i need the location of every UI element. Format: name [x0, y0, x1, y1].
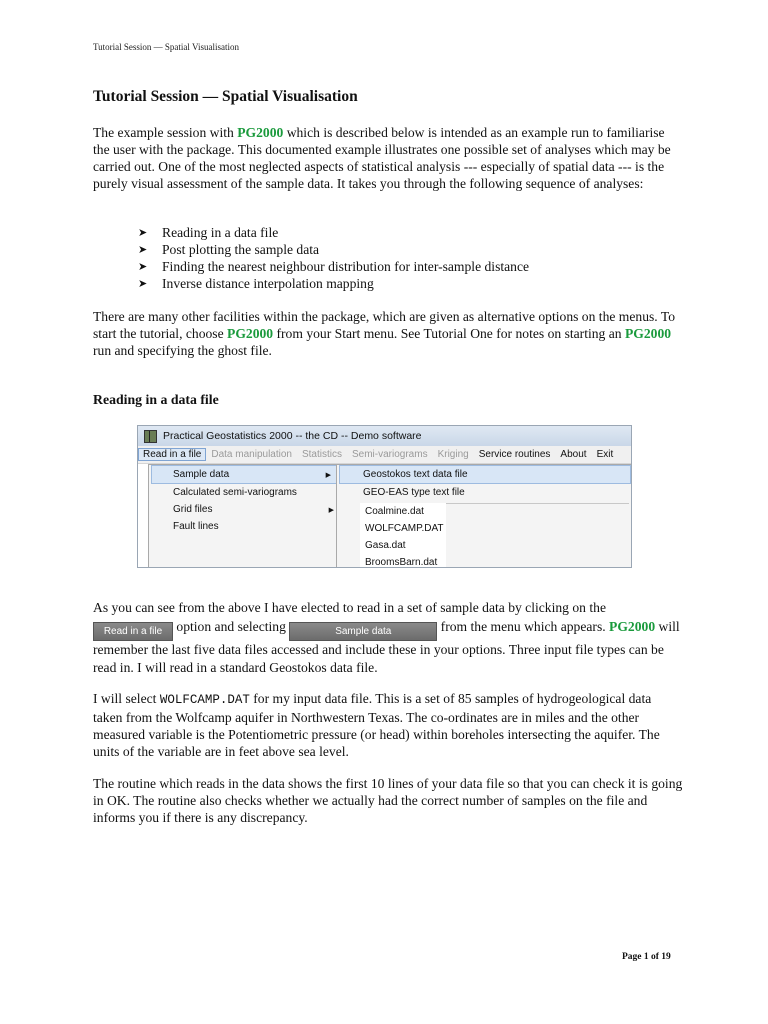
- para3-text-b: option and selecting: [173, 618, 290, 634]
- arrow-bullet-icon: ➤: [138, 226, 148, 239]
- menu-read-in-a-file[interactable]: Read in a file: [138, 448, 206, 461]
- menu-item-grid-files[interactable]: [149, 501, 340, 518]
- paragraph-selection: [93, 599, 683, 678]
- paragraph-routine: The routine which reads in the data shows the first 10 lines of your data file so that you can check it is going in OK. The routine also checks whether we actually had the correct number of samples on the file and informs you if there is any discrepancy.: [93, 776, 683, 825]
- menu-item-calculated-semi-variograms[interactable]: [149, 484, 340, 501]
- menu-semi-variograms[interactable]: Semi-variograms: [352, 449, 428, 460]
- recent-file-item[interactable]: BroomsBarn.dat: [365, 557, 438, 568]
- pg2000-label: PG2000: [227, 326, 274, 341]
- menu-item-label: Grid files: [173, 504, 213, 515]
- window-title: Practical Geostatistics 2000 -- the CD -- Demo software: [163, 430, 422, 442]
- para3-text-a: As you can see from the above I have elected to read in a set of sample data by clicking on the: [93, 600, 606, 615]
- menu-item-label: Calculated semi-variograms: [173, 487, 297, 498]
- page-title: Tutorial Session — Spatial Visualisation: [93, 88, 358, 105]
- menu-service-routines[interactable]: Service routines: [478, 449, 551, 460]
- app-screenshot: [137, 425, 632, 568]
- recent-files-list: [360, 503, 446, 568]
- menu-item-fault-lines[interactable]: [149, 518, 340, 535]
- menu-about[interactable]: About: [560, 449, 587, 460]
- running-header: Tutorial Session — Spatial Visualisation: [93, 42, 239, 52]
- pg2000-label: PG2000: [624, 326, 672, 341]
- recent-file-item[interactable]: Coalmine.dat: [365, 506, 424, 517]
- menu-item-geostokos-text[interactable]: Geostokos text data file: [339, 465, 631, 484]
- recent-file-item[interactable]: WOLFCAMP.DAT: [365, 523, 444, 534]
- arrow-bullet-icon: ➤: [138, 260, 148, 273]
- menubar: [138, 446, 631, 464]
- paragraph-wolfcamp: [93, 690, 683, 760]
- intro-paragraph: [93, 124, 683, 192]
- para2-text-c: run and specifying the ghost file.: [93, 343, 272, 358]
- list-item-label: Finding the nearest neighbour distribution for inter-sample distance: [162, 259, 530, 274]
- window-titlebar: [138, 426, 631, 446]
- list-item: [136, 224, 529, 241]
- para4-text-b: for my input data file. This is a set of 85 samples of hydrogeological data taken from the Wolfcamp aquifer in Northwestern Texas. The co-ordinates are in miles and the other measured variable is the Potentiometric pressure (or head) within boreholes intersecting the aquifer. The units of the variable are in feet above sea level.: [93, 691, 660, 759]
- menu-item-label: Sample data: [173, 469, 230, 480]
- paragraph-facilities: [93, 308, 683, 359]
- list-item-label: Post plotting the sample data: [162, 242, 320, 257]
- list-item-label: Reading in a data file: [162, 225, 279, 240]
- list-item: [136, 258, 529, 275]
- menu-item-label: Fault lines: [173, 521, 219, 532]
- menu-kriging[interactable]: Kriging: [437, 449, 469, 460]
- submenu-arrow-icon: ▶: [325, 471, 331, 479]
- para2-text-b: from your Start menu. See Tutorial One for notes on starting an: [273, 326, 625, 341]
- pg2000-label: PG2000: [237, 125, 284, 140]
- para2-text-a: There are many other facilities within the package, which are given as alternative options on the menus. To start the tutorial, choose: [93, 309, 675, 341]
- read-in-a-file-button-image: Read in a file: [93, 622, 173, 641]
- intro-text-a: The example session with: [93, 125, 238, 140]
- page-number: Page 1 of 19: [622, 952, 671, 962]
- menu-exit[interactable]: Exit: [596, 449, 614, 460]
- submenu-arrow-icon: ▶: [328, 506, 334, 514]
- menu-item-sample-data[interactable]: [151, 465, 338, 484]
- intro-text-b: which is described below is intended as an example run to familiarise the user with the package. This documented example illustrates one possible set of analyses which may be carried out. One of the most neglected aspects of statistical analysis --- especially of spatial data --- is the purely visual assessment of the sample data. It takes you through the following sequence of analyses:: [93, 125, 671, 191]
- filename: WOLFCAMP.DAT: [159, 693, 250, 707]
- section-heading: Reading in a data file: [93, 392, 219, 407]
- para3-text-c: from the menu which appears.: [437, 618, 610, 634]
- read-file-dropdown: [148, 464, 341, 568]
- arrow-bullet-icon: ➤: [138, 243, 148, 256]
- list-item: [136, 275, 529, 292]
- para3-text-d: will remember the last five data files accessed and include these in your options. Three input file types can be read in. I will read in a standard Geostokos data file.: [93, 618, 680, 675]
- sample-data-button-image: Sample data: [289, 622, 437, 641]
- list-item: [136, 241, 529, 258]
- recent-file-item[interactable]: Gasa.dat: [365, 540, 406, 551]
- menu-data-manipulation[interactable]: Data manipulation: [211, 449, 292, 460]
- analysis-list: [136, 224, 529, 292]
- arrow-bullet-icon: ➤: [138, 277, 148, 290]
- app-icon: [144, 430, 157, 443]
- menu-statistics[interactable]: Statistics: [301, 449, 342, 460]
- para4-text-a: I will select: [93, 691, 160, 706]
- list-item-label: Inverse distance interpolation mapping: [162, 276, 374, 291]
- pg2000-label: PG2000: [609, 618, 656, 634]
- menu-item-geo-eas-text[interactable]: GEO-EAS type text file: [363, 487, 465, 498]
